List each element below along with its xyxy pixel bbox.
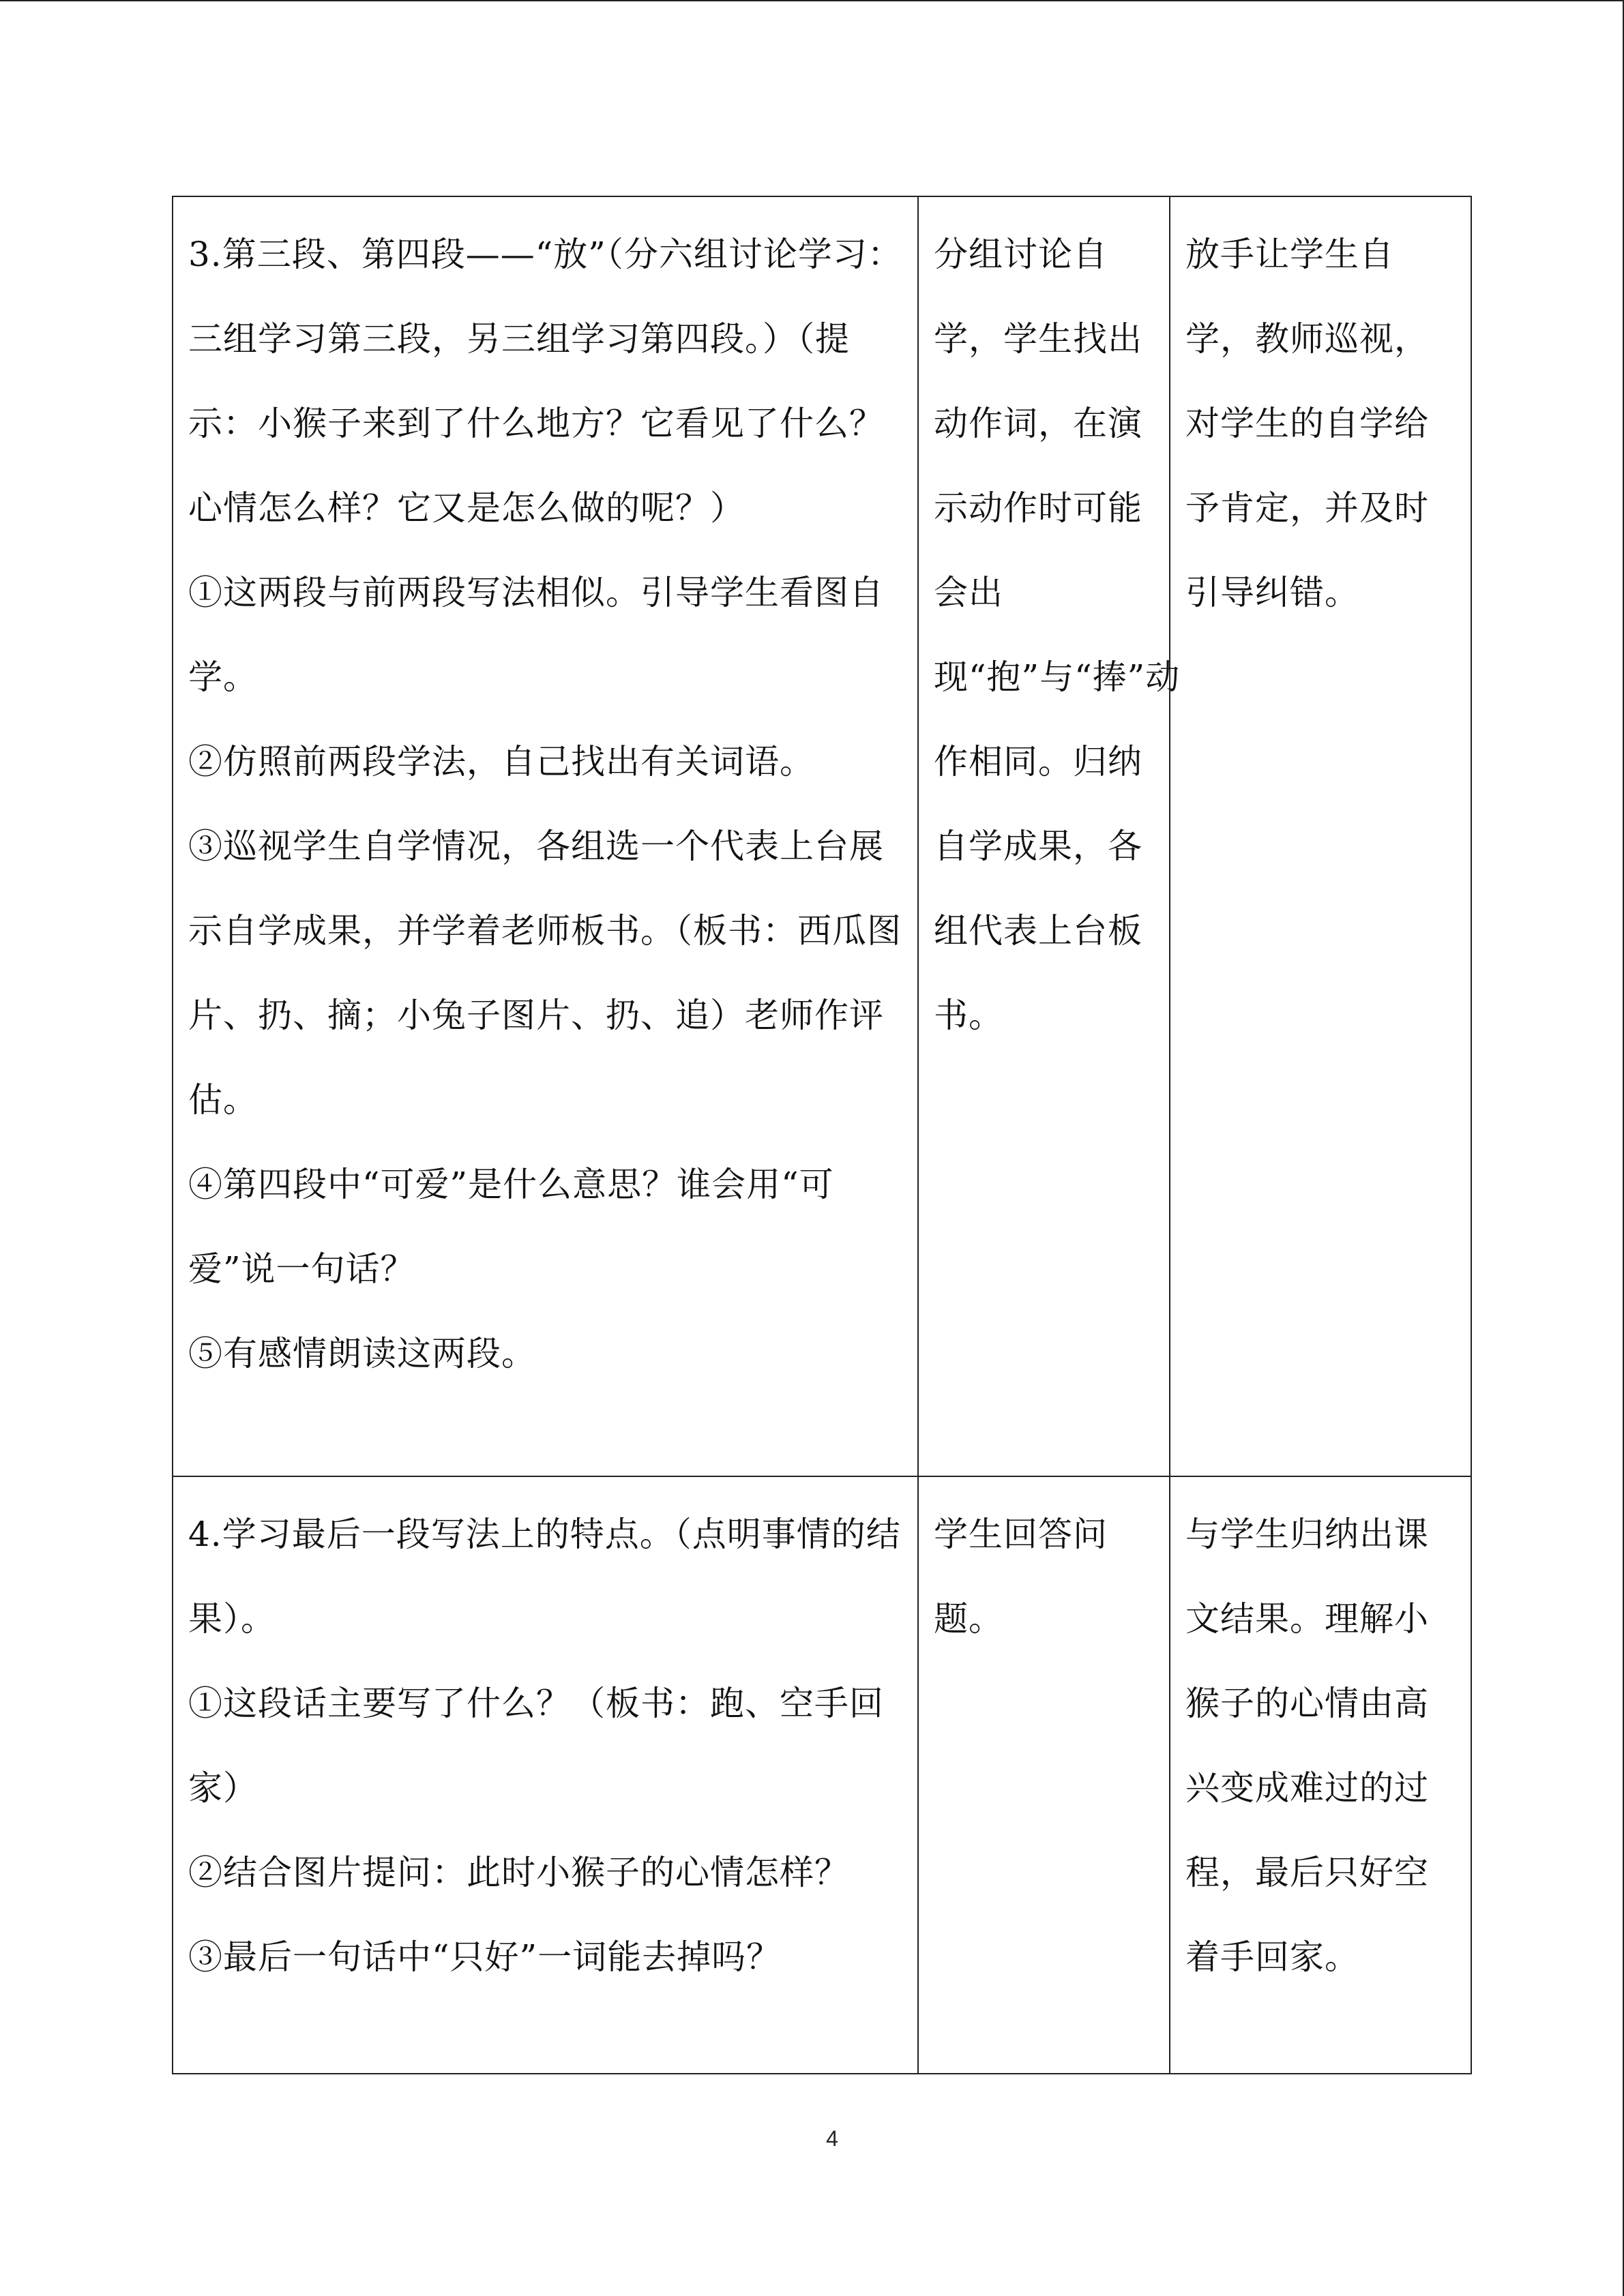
teacher-activity-paragraph: ②仿照前两段学法，自己找出有关词语。 [188, 742, 814, 781]
design-intent-text: 放手让学生自学，教师巡视，对学生的自学给予肯定，并及时引导纠错。 [1185, 235, 1429, 612]
student-activity-text: 分组讨论自学，学生找出动作词，在演示动作时可能会出现“抱”与“捧”动作相同。归纳自学成果，各组代表上台板书。 [934, 235, 1181, 1035]
teacher-activity-paragraph: ②结合图片提问：此时小猴子的心情怎样？ [188, 1853, 849, 1892]
table-row [173, 196, 1471, 1476]
student-activity-cell [918, 1476, 1170, 2074]
design-intent-cell [1170, 196, 1471, 1476]
table-row [173, 1476, 1471, 2074]
page-border-top [0, 0, 1624, 1]
page-number: 4 [826, 2126, 838, 2151]
teacher-activity-paragraph: 4.学习最后一段写法上的特点。（点明事情的结果）。 [188, 1515, 901, 1639]
teacher-activity-paragraph: ③巡视学生自学情况，各组选一个代表上台展示自学成果，并学着老师板书。（板书：西瓜图片、扔、摘；小兔子图片、扔、追）老师作评估。 [188, 826, 902, 1120]
teacher-activity-paragraph: ④第四段中“可爱”是什么意思？谁会用“可爱”说一句话？ [188, 1165, 834, 1289]
teacher-activity-paragraph: ③最后一句话中“只好”一词能去掉吗？ [188, 1937, 782, 1977]
student-activity-text: 学生回答问题。 [934, 1515, 1108, 1639]
teacher-activity-cell [173, 1476, 918, 2074]
design-intent-cell [1170, 1476, 1471, 2074]
teacher-activity-cell [173, 196, 918, 1476]
teacher-activity-paragraph: 3.第三段、第四段——“放”（分六组讨论学习：三组学习第三段，另三组学习第四段。）（提示：小猴子来到了什么地方？它看见了什么？心情怎么样？它又是怎么做的呢？） [188, 235, 902, 528]
teacher-activity-paragraph: ①这两段与前两段写法相似。引导学生看图自学。 [188, 573, 884, 697]
teacher-activity-paragraph: ①这段话主要写了什么？（板书：跑、空手回家） [188, 1684, 884, 1808]
lesson-plan-table [172, 196, 1472, 2074]
teacher-activity-paragraph: ⑤有感情朗读这两段。 [188, 1334, 536, 1373]
student-activity-cell [918, 196, 1181, 1476]
design-intent-text: 与学生归纳出课文结果。理解小猴子的心情由高兴变成难过的过程，最后只好空着手回家。 [1185, 1515, 1429, 1977]
